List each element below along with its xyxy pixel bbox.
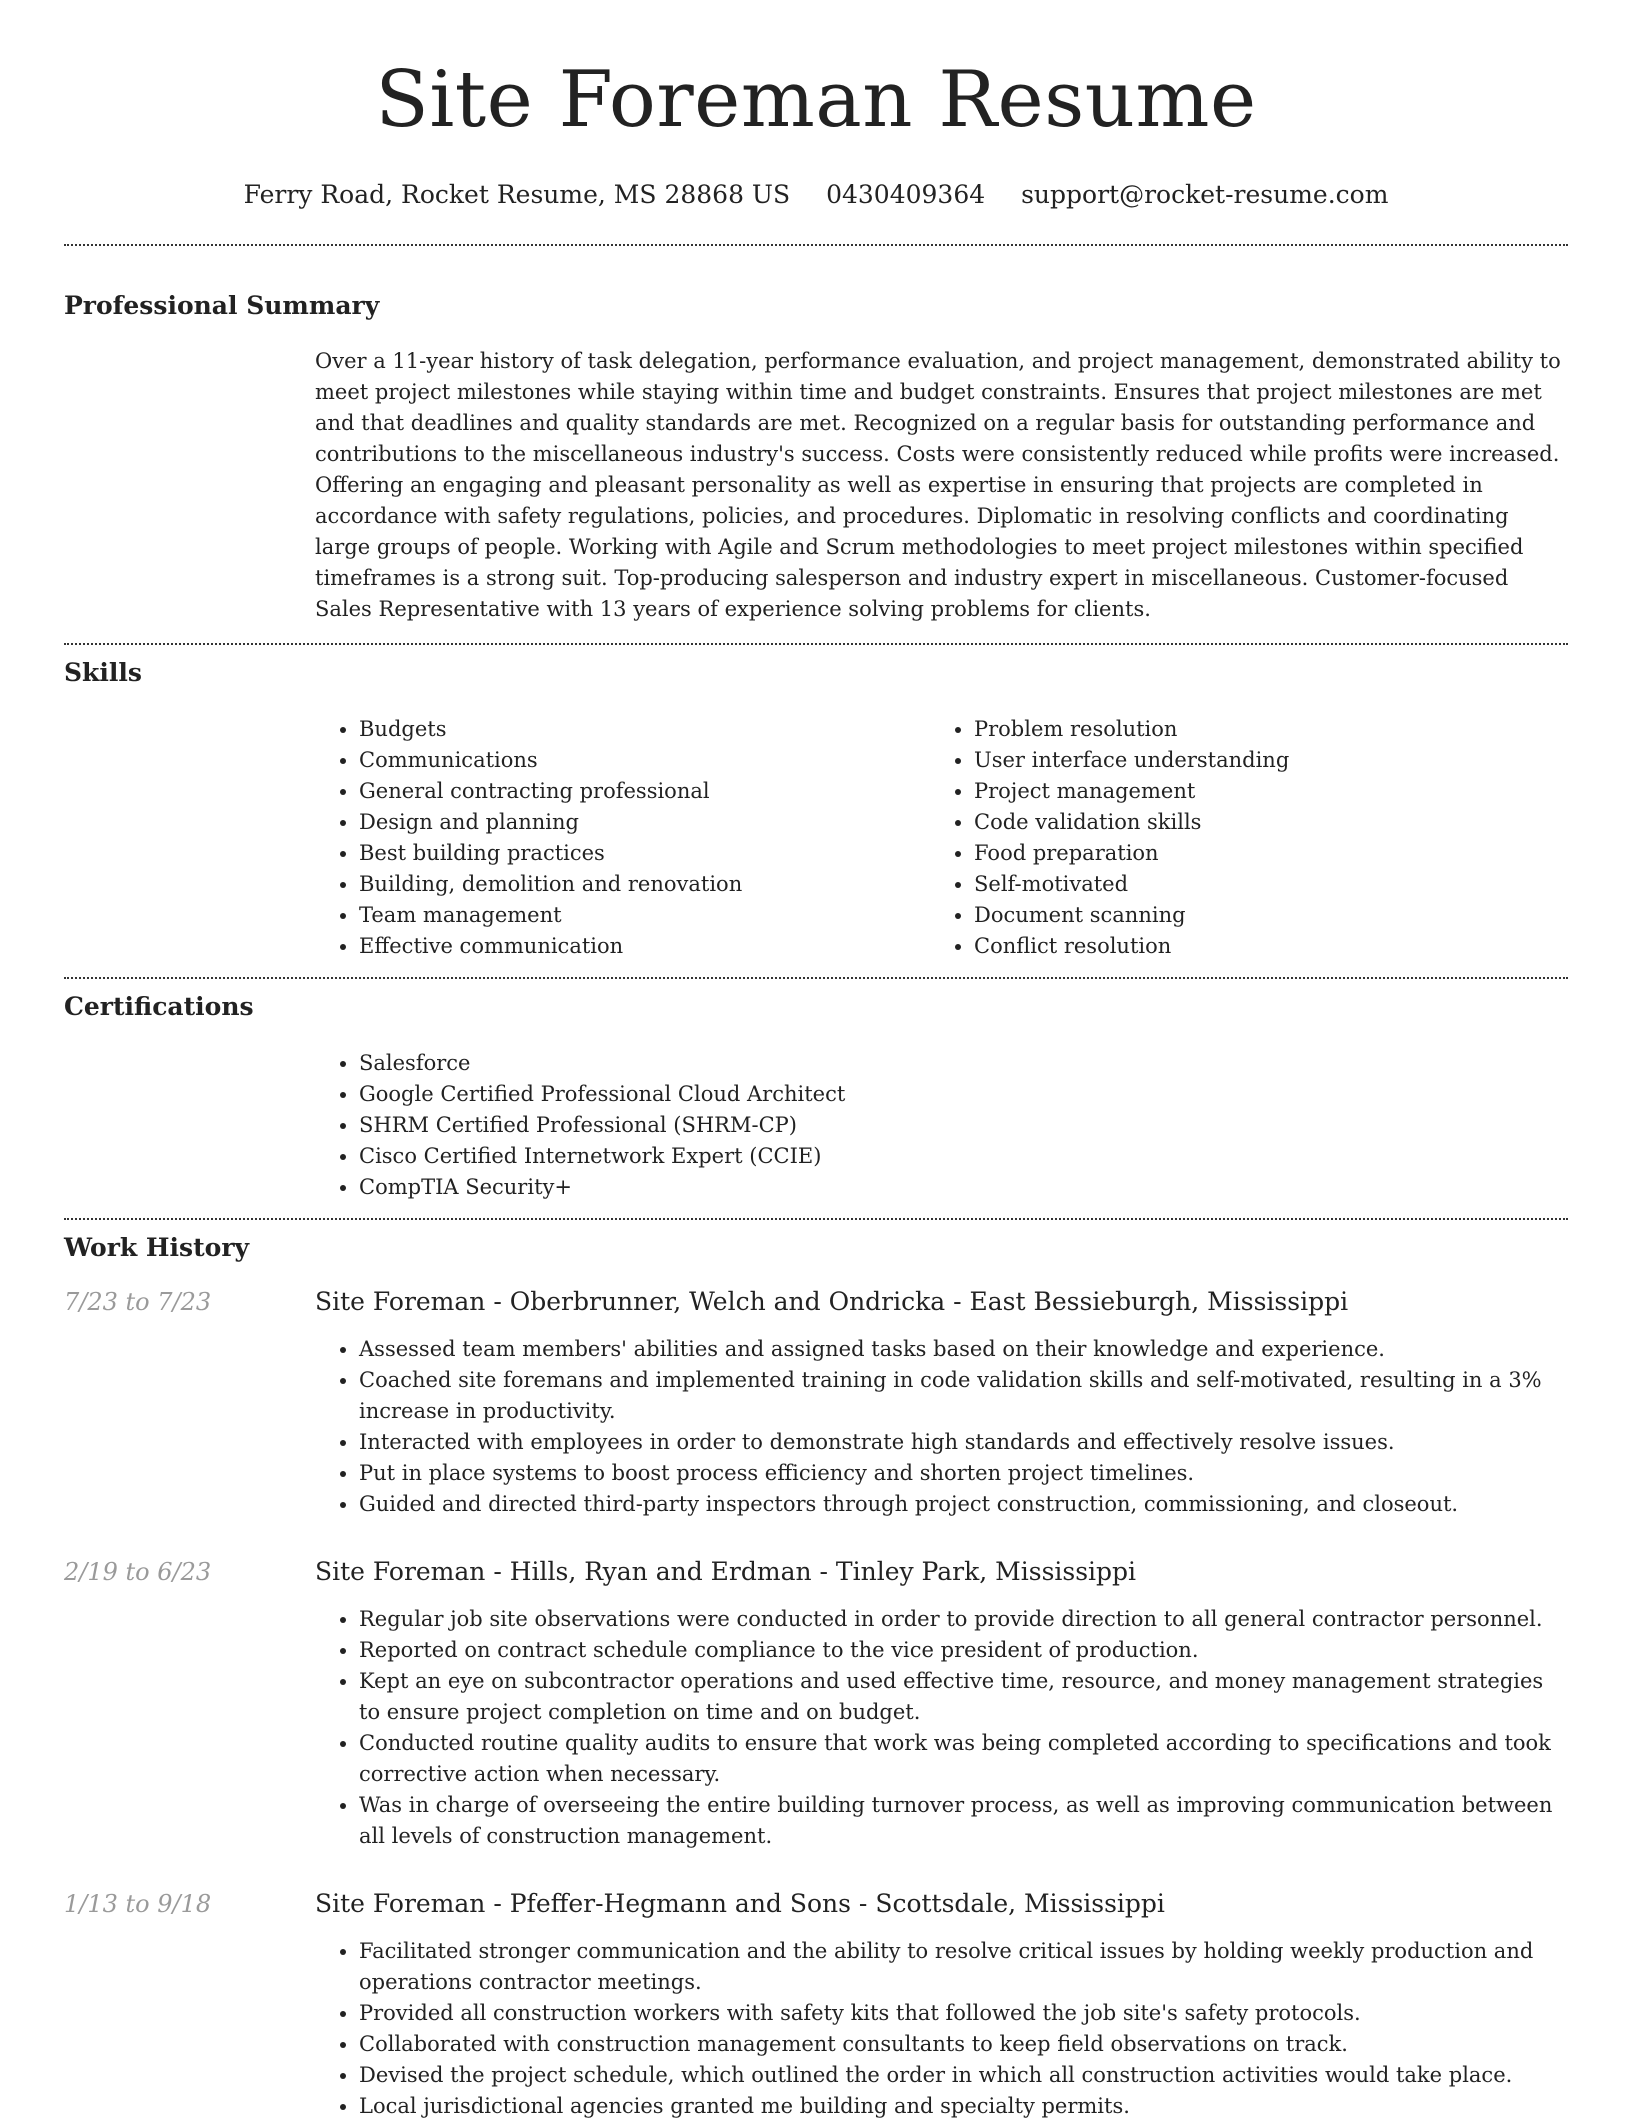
skill-item: • Best building practices (359, 838, 930, 869)
job-entry (64, 1286, 1568, 1520)
job-bullet: • Kept an eye on subcontractor operations and used effective time, resource, and money management strategies to ensure project completion on time and on budget. (359, 1666, 1568, 1728)
section-title-certifications: Certifications (64, 992, 254, 1021)
job-bullet: • Conducted routine quality audits to ensure that work was being completed according to specifications and took corrective action when necessary. (359, 1728, 1568, 1790)
skill-item: • Document scanning (974, 900, 1545, 931)
section-divider (64, 244, 1568, 246)
skills-column-left (315, 714, 930, 962)
job-dates: 7/23 to 7/23 (64, 1288, 212, 1316)
section-divider (64, 1218, 1568, 1220)
job-heading: Site Foreman - Oberbrunner, Welch and Ondricka - East Bessieburgh, Mississippi (315, 1287, 1349, 1316)
job-dates: 2/19 to 6/23 (64, 1558, 212, 1586)
job-bullets (315, 1334, 1568, 1520)
job-entry (64, 1888, 1568, 2122)
job-bullet: • Interacted with employees in order to demonstrate high standards and effectively resolve issues. (359, 1427, 1568, 1458)
job-dates: 1/13 to 9/18 (64, 1890, 212, 1918)
contact-phone[interactable]: 0430409364 (826, 180, 986, 209)
skill-item: • Effective communication (359, 931, 930, 962)
page-title: Site Foreman Resume (375, 55, 1257, 145)
job-bullet: • Coached site foremans and implemented training in code validation skills and self-motivated, resulting in a 3% increase in productivity. (359, 1365, 1568, 1427)
contact-address: Ferry Road, Rocket Resume, MS 28868 US (243, 180, 791, 209)
skill-item: • Problem resolution (974, 714, 1545, 745)
contact-email[interactable]: support@rocket-resume.com (1021, 180, 1389, 209)
job-bullet: • Guided and directed third-party inspectors through project construction, commissioning, and closeout. (359, 1489, 1568, 1520)
skills-list (315, 714, 1568, 962)
section-title-work-history: Work History (64, 1233, 250, 1262)
job-bullet: • Local jurisdictional agencies granted me building and specialty permits. (359, 2091, 1568, 2122)
skill-item: • General contracting professional (359, 776, 930, 807)
skill-item: • Budgets (359, 714, 930, 745)
contact-line (64, 178, 1568, 212)
skill-item: • User interface understanding (974, 745, 1545, 776)
section-title-skills: Skills (64, 658, 142, 687)
section-divider (64, 643, 1568, 645)
skills-column-right (930, 714, 1545, 962)
job-bullet: • Put in place systems to boost process efficiency and shorten project timelines. (359, 1458, 1568, 1489)
certifications-list (315, 1048, 1568, 1203)
job-heading: Site Foreman - Pfeffer-Hegmann and Sons - Scottsdale, Mississippi (315, 1889, 1165, 1918)
summary-text: Over a 11-year history of task delegation, performance evaluation, and project management, demonstrated ability to meet project milestones while staying within time and budget constraints. Ensures that project milestones are met and that deadlines and quality standards are met. Recognized on a regular basis for outstanding performance and contributions to the miscellaneous industry's success. Costs were consistently reduced while profits were increased. Offering an engaging and pleasant personality as well as expertise in ensuring that projects are completed in accordance with safety regulations, policies, and procedures. Diplomatic in resolving conflicts and coordinating large groups of people. Working with Agile and Scrum methodologies to meet project milestones within specified timeframes is a strong suit. Top-producing salesperson and industry expert in miscellaneous. Customer-focused Sales Representative with 13 years of experience solving problems for clients. (315, 349, 1561, 621)
job-bullets (315, 1936, 1568, 2122)
section-title-summary: Professional Summary (64, 291, 380, 320)
certification-item: • CompTIA Security+ (359, 1172, 1568, 1203)
skill-item: • Design and planning (359, 807, 930, 838)
job-bullet: • Devised the project schedule, which outlined the order in which all construction activities would take place. (359, 2060, 1568, 2091)
resume-page (64, 0, 1568, 2122)
job-bullet: • Provided all construction workers with safety kits that followed the job site's safety protocols. (359, 1998, 1568, 2029)
section-divider (64, 977, 1568, 979)
job-entry (64, 1556, 1568, 1852)
job-bullet: • Facilitated stronger communication and the ability to resolve critical issues by holding weekly production and operations contractor meetings. (359, 1936, 1568, 1998)
skill-item: • Self-motivated (974, 869, 1545, 900)
job-heading: Site Foreman - Hills, Ryan and Erdman - Tinley Park, Mississippi (315, 1557, 1137, 1586)
certification-item: • Google Certified Professional Cloud Architect (359, 1079, 1568, 1110)
job-bullets (315, 1604, 1568, 1852)
certification-item: • Cisco Certified Internetwork Expert (CCIE) (359, 1141, 1568, 1172)
skill-item: • Code validation skills (974, 807, 1545, 838)
job-bullet: • Assessed team members' abilities and assigned tasks based on their knowledge and experience. (359, 1334, 1568, 1365)
certification-item: • Salesforce (359, 1048, 1568, 1079)
job-bullet: • Collaborated with construction management consultants to keep field observations on track. (359, 2029, 1568, 2060)
certification-item: • SHRM Certified Professional (SHRM-CP) (359, 1110, 1568, 1141)
skill-item: • Communications (359, 745, 930, 776)
skill-item: • Conflict resolution (974, 931, 1545, 962)
job-bullet: • Was in charge of overseeing the entire building turnover process, as well as improving communication between all levels of construction management. (359, 1790, 1568, 1852)
skill-item: • Project management (974, 776, 1545, 807)
job-bullet: • Reported on contract schedule compliance to the vice president of production. (359, 1635, 1568, 1666)
job-bullet: • Regular job site observations were conducted in order to provide direction to all general contractor personnel. (359, 1604, 1568, 1635)
skill-item: • Team management (359, 900, 930, 931)
skill-item: • Food preparation (974, 838, 1545, 869)
skill-item: • Building, demolition and renovation (359, 869, 930, 900)
